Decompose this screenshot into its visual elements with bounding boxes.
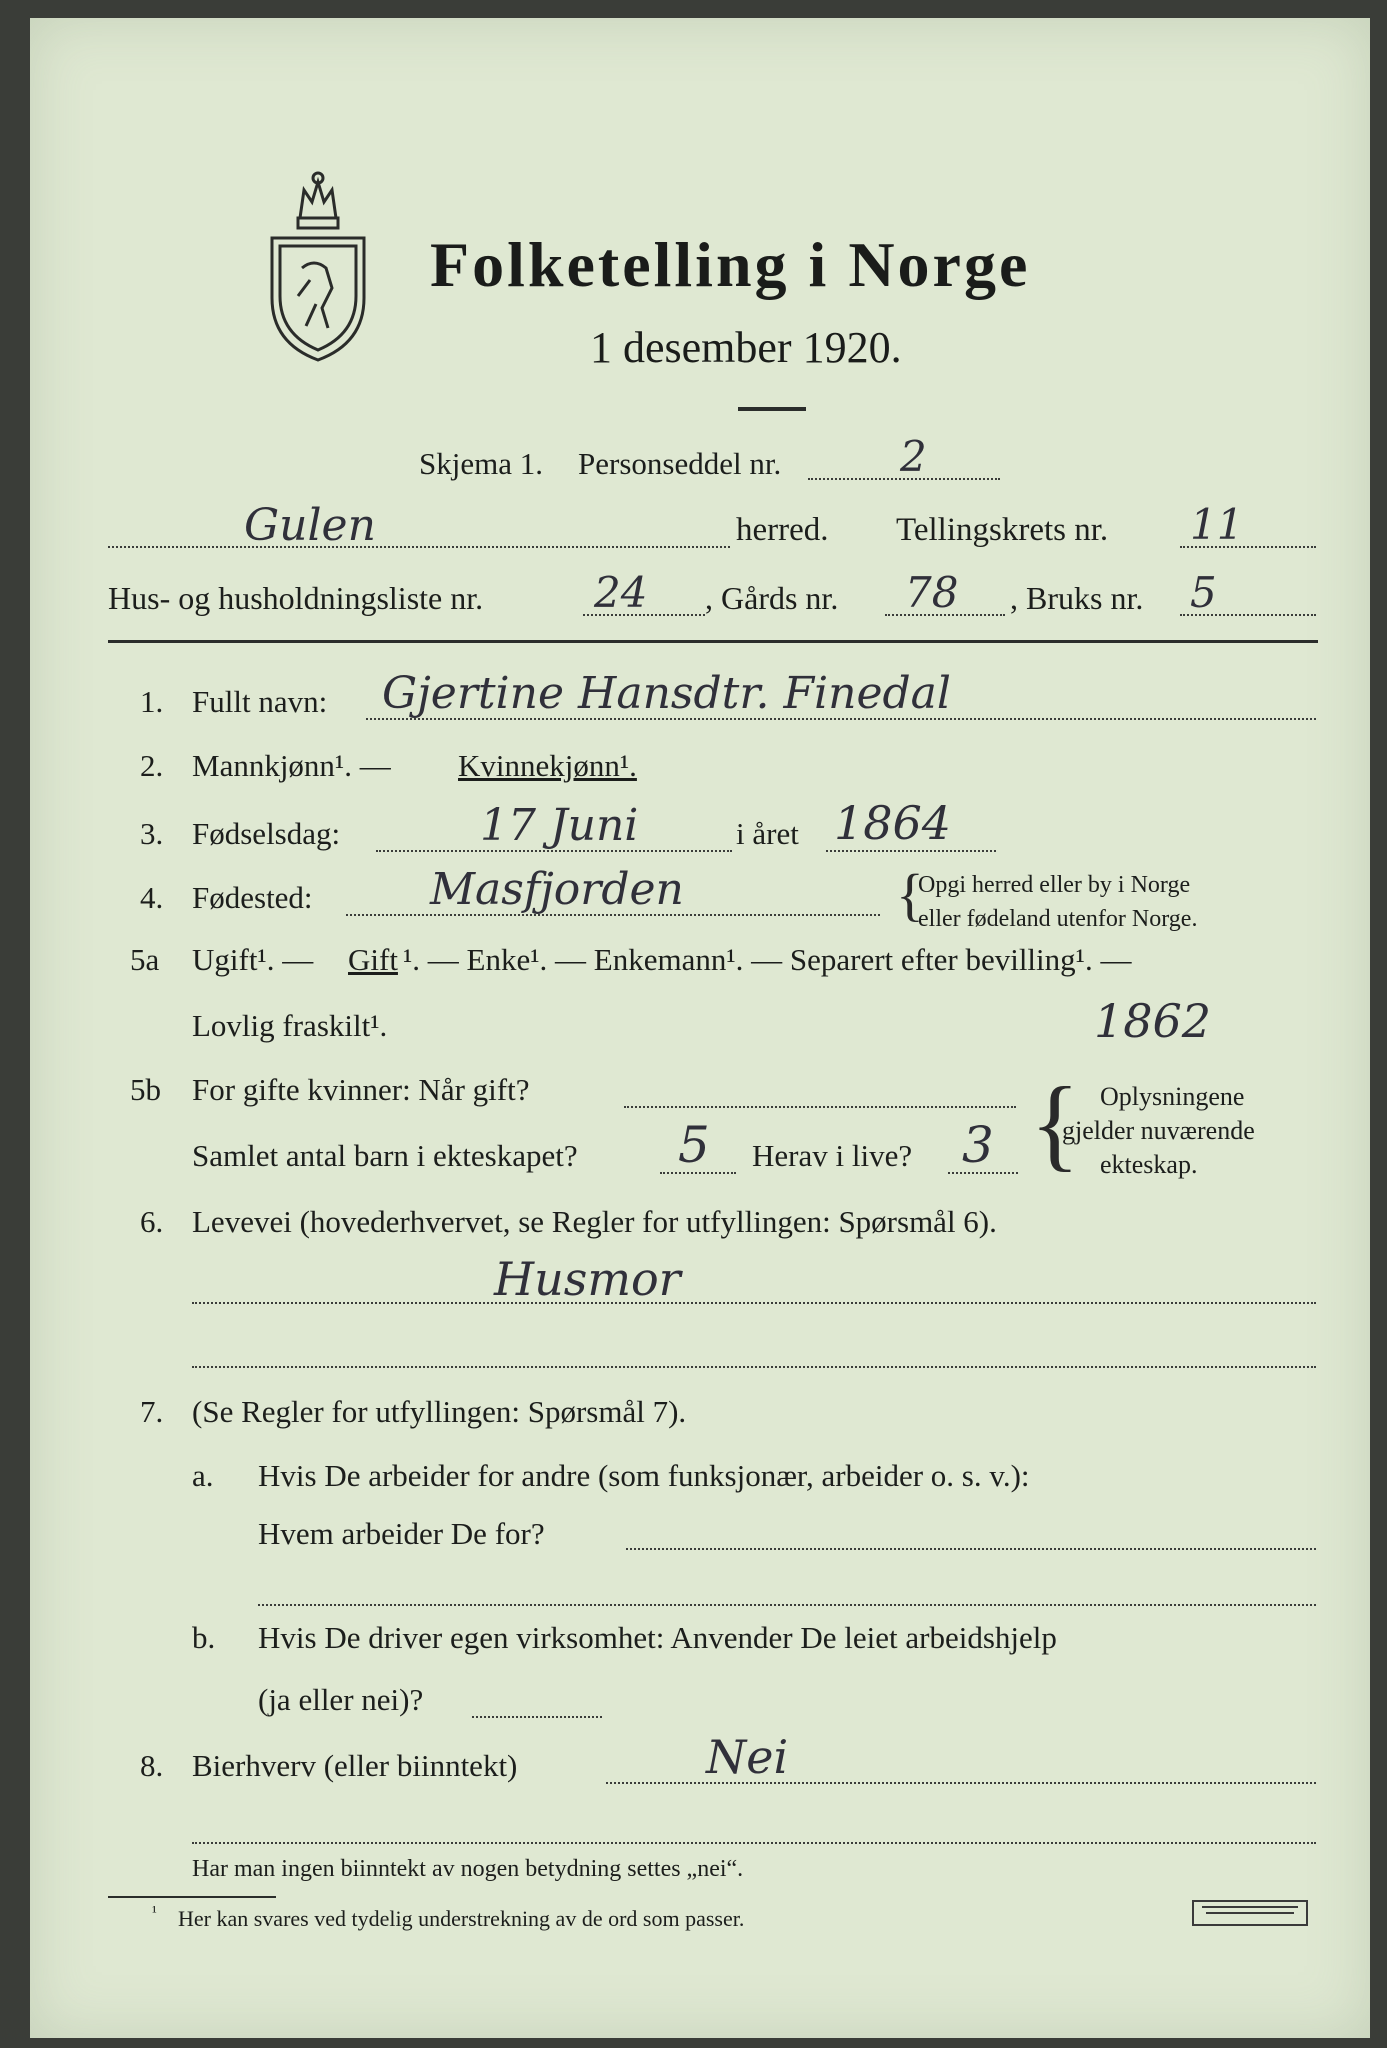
q5a-gift: Gift	[348, 942, 398, 977]
q4-note-1: Opgi herred eller by i Norge	[918, 872, 1191, 898]
q6-line-2	[192, 1366, 1316, 1368]
q2-female: Kvinnekjønn¹.	[458, 748, 637, 783]
q5b-married-label: For gifte kvinner: Når gift?	[192, 1072, 530, 1107]
q4-number: 4.	[140, 880, 164, 915]
q5b-note-3: ekteskap.	[1100, 1150, 1198, 1179]
q5b-note-1: Oplysningene	[1100, 1082, 1245, 1111]
q6-label: Levevei (hovederhvervet, se Regler for utfyllingen: Spørsmål 6).	[192, 1204, 997, 1239]
q6-line-1	[192, 1302, 1316, 1304]
q1-label: Fullt navn:	[192, 684, 328, 719]
footer-note: Har man ingen biinntekt av nogen betydning settes „nei“.	[192, 1856, 744, 1882]
birthday-value: 17 Juni	[480, 800, 639, 851]
q5b-children-label: Samlet antal barn i ekteskapet?	[192, 1138, 578, 1173]
printer-stamp	[1192, 1900, 1308, 1926]
tellingskrets-label: Tellingskrets nr.	[896, 512, 1109, 548]
footnote-text: Her kan svares ved tydelig understrekning av de ord som passer.	[178, 1906, 745, 1931]
q3-label: Fødselsdag:	[192, 816, 341, 851]
q5b-brace: {	[1030, 1066, 1080, 1181]
bruks-label: , Bruks nr.	[1010, 580, 1144, 616]
q8-number: 8.	[140, 1748, 164, 1783]
occupation-value: Husmor	[494, 1252, 681, 1306]
q3-year-label: i året	[736, 816, 799, 851]
hus-label: Hus- og husholdningsliste nr.	[108, 580, 484, 616]
footnote-mark: ¹	[152, 1904, 157, 1921]
q8-label: Bierhverv (eller biinntekt)	[192, 1748, 518, 1783]
q4-brace: {	[896, 862, 924, 927]
q6-number: 6.	[140, 1204, 164, 1239]
q4-label: Fødested:	[192, 880, 313, 915]
marriage-year-note: 1862	[1094, 994, 1212, 1048]
q7a-letter: a.	[192, 1458, 214, 1493]
q7a-text: Hvis De arbeider for andre (som funksjonær, arbeider o. s. v.):	[258, 1458, 1030, 1493]
q3-year-line	[826, 850, 996, 852]
birth-year-value: 1864	[834, 796, 952, 850]
q7a-line-2	[258, 1604, 1316, 1606]
q5b-alive-label: Herav i live?	[752, 1138, 913, 1173]
personseddel-value: 2	[900, 432, 927, 481]
coat-of-arms-icon	[262, 168, 374, 366]
bruks-value: 5	[1190, 568, 1217, 617]
footnote-rule	[108, 1896, 276, 1898]
herred-value: Gulen	[244, 500, 376, 551]
personseddel-label: Personseddel nr.	[578, 446, 782, 481]
q7-label: (Se Regler for utfyllingen: Spørsmål 7).	[192, 1394, 687, 1429]
q5b-married-line	[624, 1106, 1016, 1108]
schema-label: Skjema 1.	[419, 446, 543, 481]
q5a-rest: ¹. — Enke¹. — Enkemann¹. — Separert efter bevilling¹. —	[403, 942, 1132, 977]
title-divider	[738, 407, 806, 411]
side-income-value: Nei	[706, 1730, 789, 1784]
q7b-letter: b.	[192, 1620, 216, 1655]
birthplace-value: Masfjorden	[430, 864, 684, 915]
q7a-line-1	[626, 1548, 1316, 1550]
q1-number: 1.	[140, 684, 164, 719]
herred-line	[108, 546, 730, 548]
q7-number: 7.	[140, 1394, 164, 1429]
q7b-text: Hvis De driver egen virksomhet: Anvender De leiet arbeidshjelp	[258, 1620, 1057, 1655]
q5b-number: 5b	[130, 1072, 161, 1107]
form-title: Folketelling i Norge	[430, 229, 1031, 300]
q5a-line2: Lovlig fraskilt¹.	[192, 1008, 388, 1043]
census-date: 1 desember 1920.	[590, 323, 902, 372]
children-value: 5	[678, 1116, 710, 1174]
q4-note-2: eller fødeland utenfor Norge.	[918, 906, 1198, 932]
q7b-question: (ja eller nei)?	[258, 1682, 424, 1717]
herred-label: herred.	[736, 512, 829, 548]
full-name-value: Gjertine Hansdtr. Finedal	[382, 668, 951, 719]
gards-value: 78	[905, 568, 959, 617]
hus-value: 24	[594, 568, 648, 617]
q7a-question: Hvem arbeider De for?	[258, 1516, 545, 1551]
q2-number: 2.	[140, 748, 164, 783]
q3-number: 3.	[140, 816, 164, 851]
q5a-number: 5a	[130, 942, 160, 977]
gards-label: , Gårds nr.	[705, 580, 839, 616]
q8-line-2	[192, 1842, 1316, 1844]
q5a-ugift: Ugift¹. —	[192, 942, 314, 977]
q5b-note-2: gjelder nuværende	[1062, 1116, 1255, 1145]
q2-male: Mannkjønn¹. —	[192, 748, 391, 783]
header-rule	[108, 640, 1318, 643]
alive-value: 3	[962, 1116, 994, 1174]
q7b-line	[472, 1716, 602, 1718]
tellingskrets-value: 11	[1190, 500, 1244, 549]
